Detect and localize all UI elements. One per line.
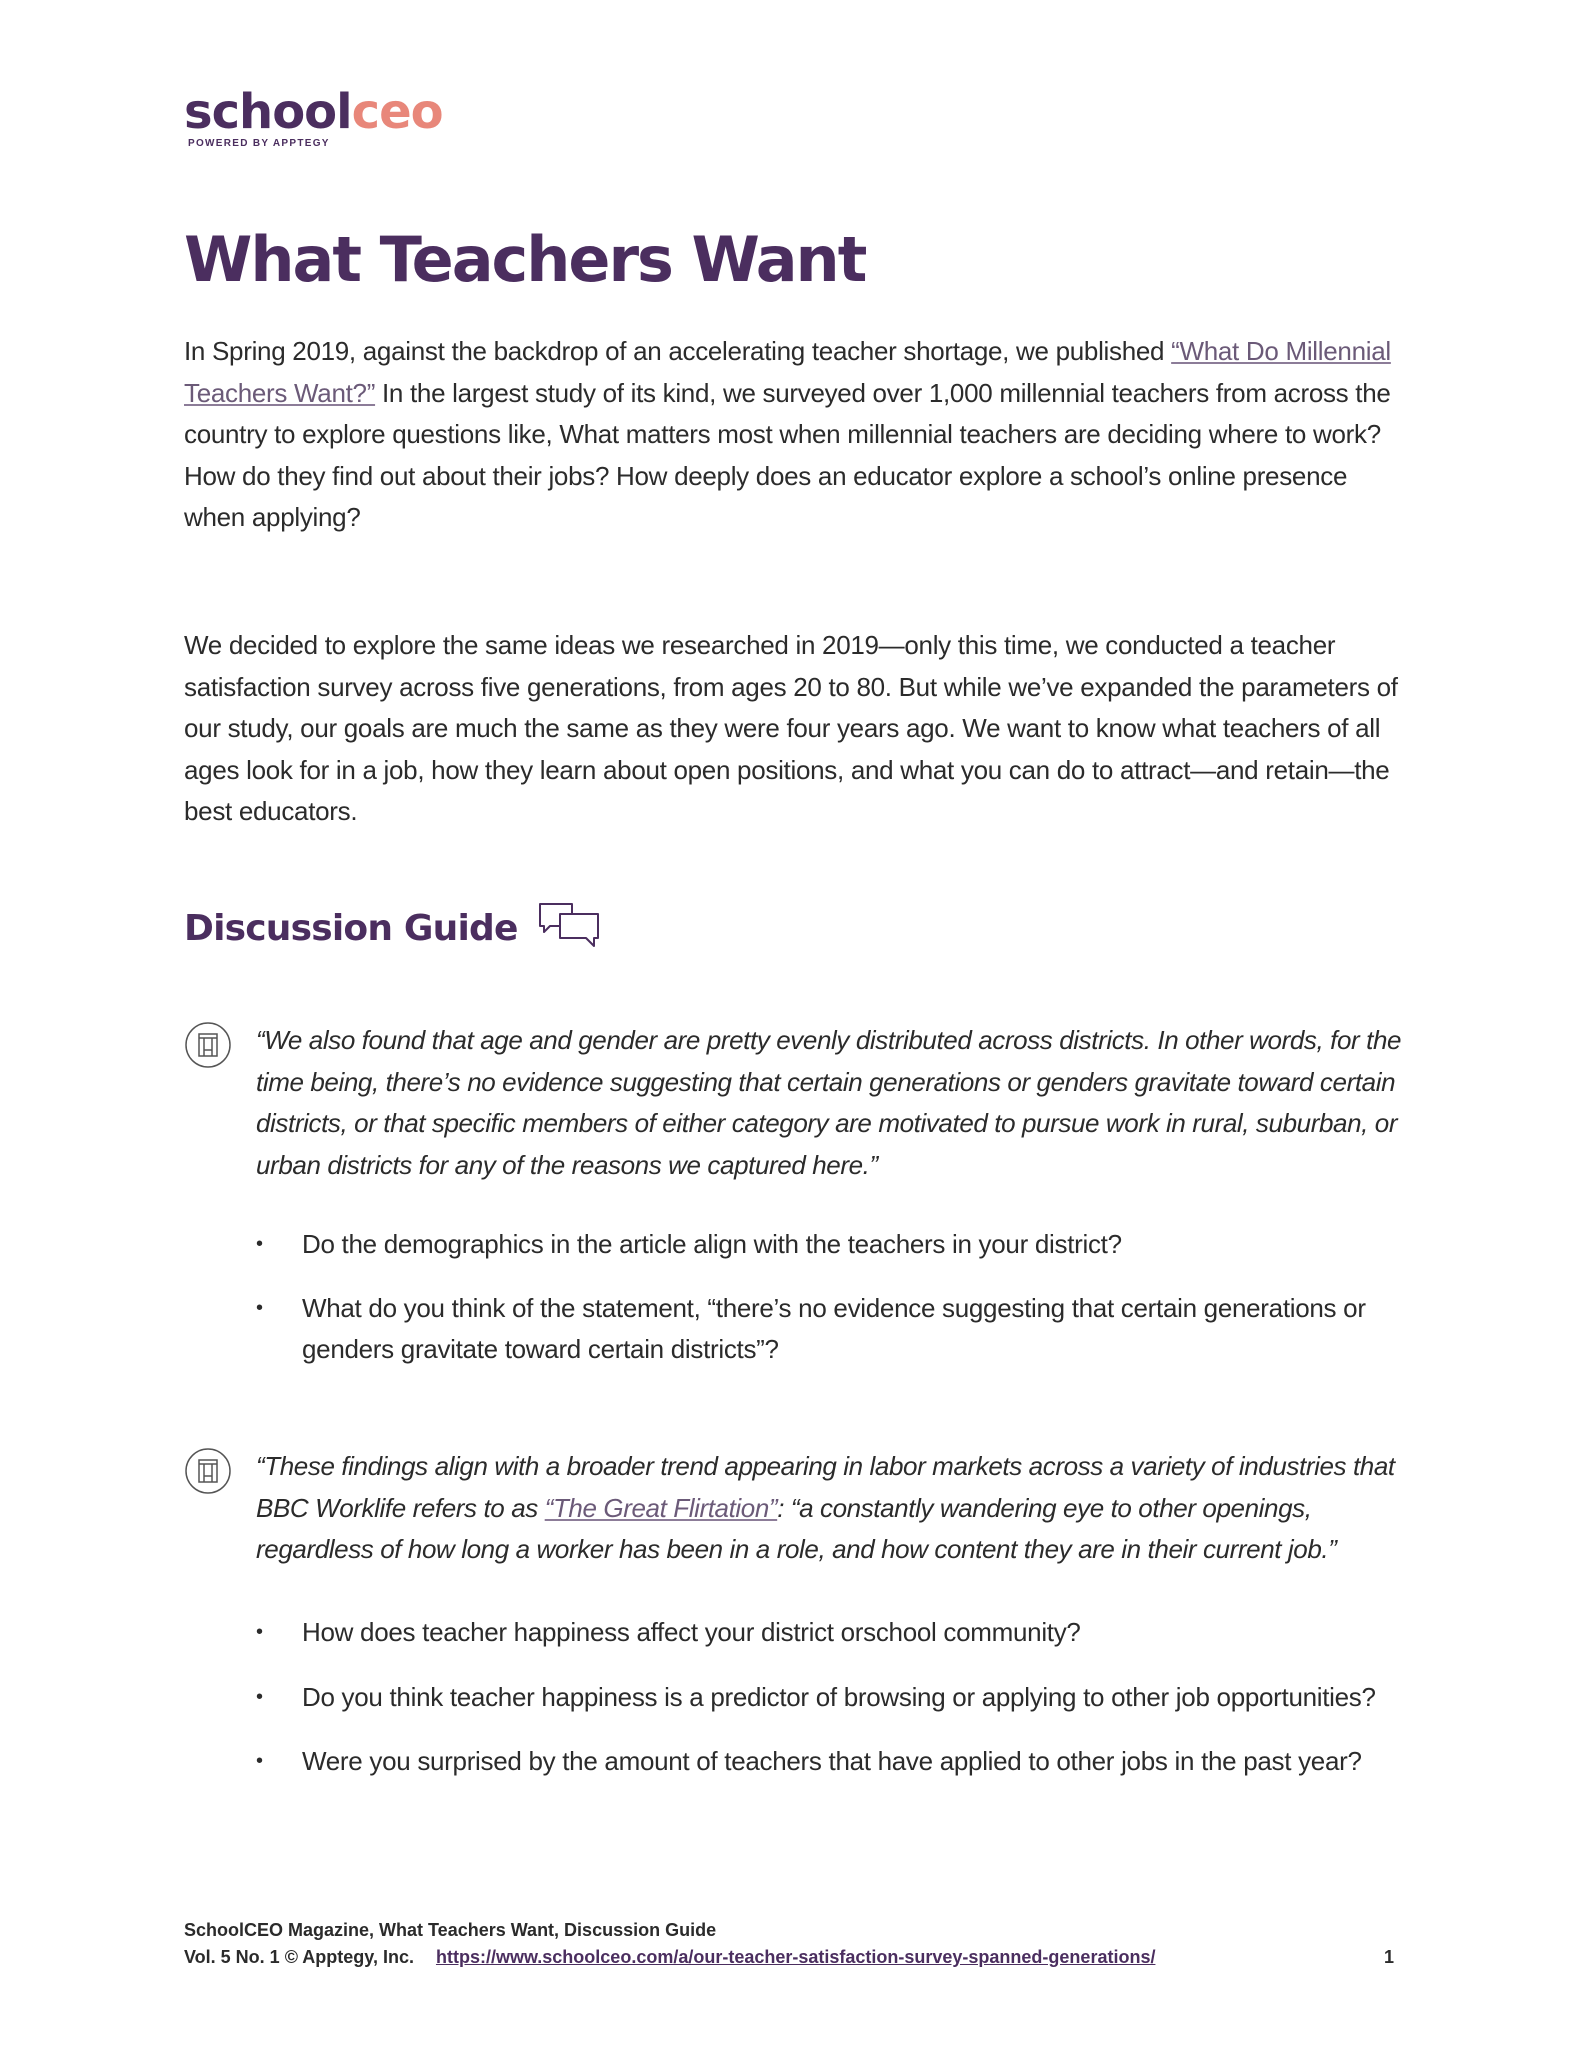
chat-bubbles-icon	[536, 900, 604, 956]
question-text: How does teacher happiness affect your district orschool community?	[302, 1617, 1081, 1647]
intro-text-before-link: In Spring 2019, against the backdrop of an accelerating teacher shortage, we published	[184, 336, 1172, 366]
intro-paragraph-2: We decided to explore the same ideas we researched in 2019—only this time, we conducted a teacher satisfaction survey across five generations, from ages 20 to 80. But while we’ve expanded the parameters of our study, our goals are much the same as they were four years ago. We want to know what teachers of all ages look for in a job, how they learn about open positions, and what you can do to attract—and retain—the best educators.	[184, 630, 1398, 826]
page-title: What Teachers Want	[184, 223, 866, 296]
question-text: Do the demographics in the article align with the teachers in your district?	[302, 1229, 1122, 1259]
quote-1: “We also found that age and gender are pretty evenly distributed across districts. In other words, for the time being, there’s no evidence suggesting that certain generations or genders gravitate toward certain districts, or that specific members of either category are motivated to pursue work in rural, suburban, or urban districts for any of the reasons we captured here.”	[256, 1025, 1402, 1180]
discussion-guide-heading	[184, 900, 604, 956]
list-item	[256, 1677, 1436, 1719]
quote-2-questions	[256, 1612, 1436, 1783]
question-text: Were you surprised by the amount of teachers that have applied to other jobs in the past year?	[302, 1746, 1362, 1776]
footer-publication: SchoolCEO Magazine, What Teachers Want, Discussion Guide	[184, 1920, 717, 1940]
bullet-dot: •	[256, 1750, 263, 1772]
page-footer	[184, 1917, 1394, 1971]
quote-2	[256, 1446, 1406, 1571]
footer-article-link[interactable]: https://www.schoolceo.com/a/our-teacher-satisfaction-survey-spanned-generations/	[435, 1947, 1156, 1967]
schoolceo-logo[interactable]	[184, 86, 443, 149]
intro-paragraph-1	[184, 331, 1404, 539]
bullet-dot: •	[256, 1621, 263, 1643]
bullet-dot: •	[256, 1233, 263, 1255]
discussion-guide-title: Discussion Guide	[184, 907, 518, 949]
logo-wordmark	[184, 86, 443, 138]
page-number: 1	[1383, 1947, 1394, 1967]
list-item	[256, 1288, 1436, 1371]
great-flirtation-link[interactable]: “The Great Flirtation”	[544, 1492, 778, 1523]
intro-text-after-link: In the largest study of its kind, we surveyed over 1,000 millennial teachers from across the country to explore questions like, What matters most when millennial teachers are deciding where to work? How do they find out about their jobs? How deeply does an educator explore a school’s online presence when applying?	[184, 377, 1391, 532]
list-item	[256, 1224, 1436, 1266]
list-item	[256, 1741, 1436, 1783]
bullet-dot: •	[256, 1685, 263, 1708]
list-item	[256, 1612, 1436, 1654]
footer-volume: Vol. 5 No. 1 © Apptegy, Inc.	[184, 1947, 414, 1967]
book-circle-icon	[184, 1447, 232, 1495]
bullet-dot: •	[256, 1296, 263, 1319]
logo-tagline: POWERED BY APPTEGY	[188, 138, 330, 149]
millennial-teachers-link[interactable]: “What Do Millennial Teachers Want?”	[184, 336, 1391, 408]
quote-2-text-before-link: “These findings align with a broader trend appearing in labor markets across a variety of industries that BBC Worklife refers to as	[256, 1451, 1395, 1523]
question-text: What do you think of the statement, “there’s no evidence suggesting that certain generations or genders gravitate toward certain districts”?	[302, 1292, 1366, 1364]
book-circle-icon	[184, 1021, 232, 1069]
quote-2-text-after-link: : “a constantly wandering eye to other openings, regardless of how long a worker has been in a role, and how content they are in their current job.”	[256, 1492, 1337, 1564]
question-text: Do you think teacher happiness is a predictor of browsing or applying to other job opportunities?	[302, 1681, 1376, 1712]
logo-part-school: school	[184, 84, 352, 140]
footer-row	[184, 1944, 1394, 1971]
quote-1-questions	[256, 1224, 1436, 1371]
logo-part-ceo: ceo	[351, 84, 443, 140]
